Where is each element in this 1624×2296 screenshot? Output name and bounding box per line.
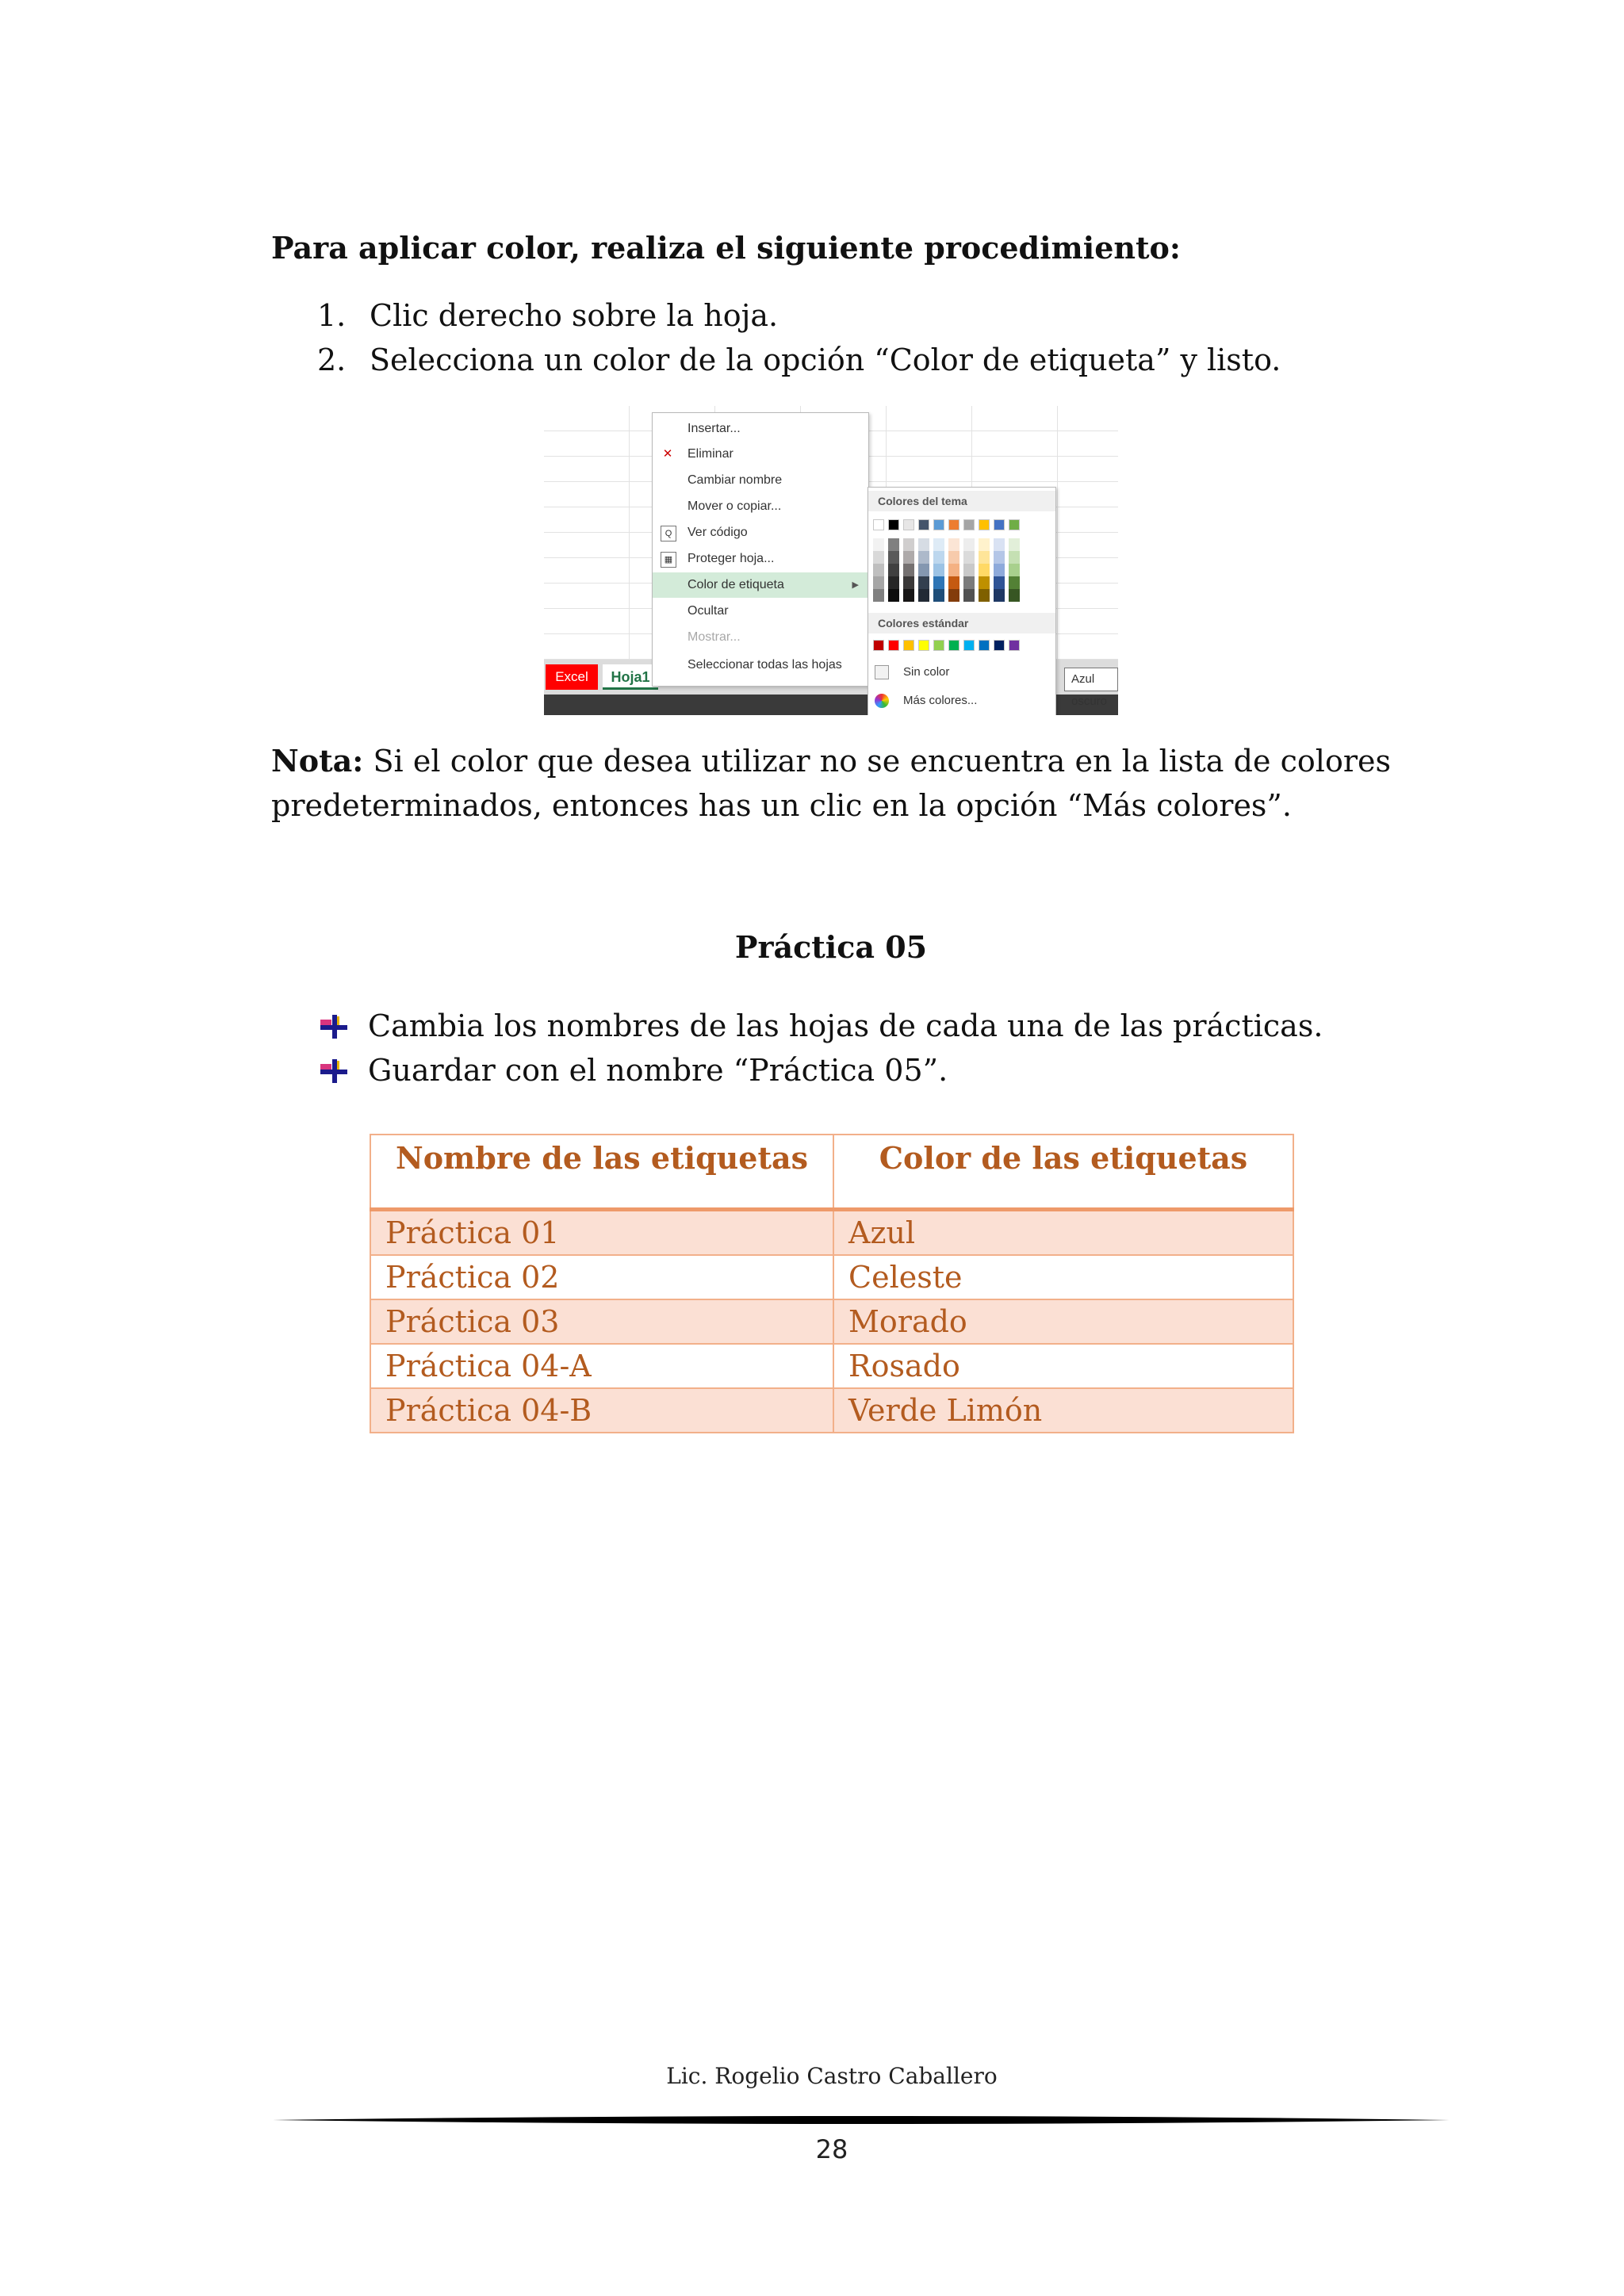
- color-swatch[interactable]: [903, 640, 914, 651]
- color-swatch[interactable]: [933, 589, 944, 602]
- color-swatch[interactable]: [979, 519, 990, 530]
- protect-sheet-icon: ▦: [661, 552, 676, 568]
- color-swatch[interactable]: [948, 551, 959, 564]
- standard-color-row: [873, 640, 1020, 651]
- color-swatch[interactable]: [948, 538, 959, 551]
- color-swatch[interactable]: [933, 576, 944, 589]
- color-swatch[interactable]: [933, 519, 944, 530]
- footer-author: Lic. Rogelio Castro Caballero: [666, 2063, 998, 2089]
- color-swatch[interactable]: [873, 589, 884, 602]
- table-header-row: [370, 1135, 1293, 1210]
- color-swatch[interactable]: [888, 576, 899, 589]
- delete-sheet-icon: ✕: [662, 447, 673, 461]
- color-tooltip: Azul oscuro: [1064, 668, 1118, 691]
- color-swatch[interactable]: [1009, 551, 1020, 564]
- color-swatch[interactable]: [979, 538, 990, 551]
- cell-name: Práctica 02: [370, 1255, 833, 1299]
- color-swatch[interactable]: [873, 519, 884, 530]
- menu-item-ver-codigo[interactable]: Q Ver código: [653, 520, 868, 545]
- menu-item-ocultar[interactable]: Ocultar: [688, 604, 729, 618]
- shade-column: [948, 538, 959, 602]
- header-tab-name: Nombre de las etiquetas: [370, 1135, 833, 1210]
- cell-color: Morado: [833, 1299, 1293, 1344]
- table-row: [370, 1255, 1293, 1299]
- cell-name: Práctica 04-A: [370, 1344, 833, 1388]
- shade-column: [979, 538, 990, 602]
- color-swatch[interactable]: [979, 551, 990, 564]
- color-swatch[interactable]: [963, 551, 975, 564]
- footer-divider: [273, 2115, 1450, 2125]
- color-swatch[interactable]: [903, 551, 914, 564]
- table-row: [370, 1299, 1293, 1344]
- no-color-icon: [875, 665, 889, 679]
- color-swatch[interactable]: [963, 589, 975, 602]
- excel-screenshot: [544, 406, 1118, 715]
- theme-color-row: [873, 519, 1020, 530]
- color-swatch[interactable]: [994, 519, 1005, 530]
- color-swatch[interactable]: [963, 640, 975, 651]
- color-swatch[interactable]: [994, 551, 1005, 564]
- color-swatch[interactable]: [918, 538, 929, 551]
- section-heading: Para aplicar color, realiza el siguiente procedimiento:: [271, 230, 1181, 266]
- practice-bullets: [317, 1004, 1323, 1093]
- menu-item-color-etiqueta[interactable]: Color de etiqueta ▶: [653, 572, 868, 598]
- color-swatch[interactable]: [888, 519, 899, 530]
- list-item: Cambia los nombres de las hojas de cada una de las prácticas.: [317, 1004, 1323, 1048]
- step-number: 1.: [317, 298, 347, 333]
- menu-item-proteger-hoja[interactable]: ▦ Proteger hoja...: [653, 546, 868, 572]
- shade-column: [918, 538, 929, 602]
- color-swatch[interactable]: [918, 564, 929, 576]
- step-number: 2.: [317, 342, 347, 377]
- steps-list: [317, 293, 1281, 382]
- color-swatch[interactable]: [888, 564, 899, 576]
- color-swatch[interactable]: [918, 519, 929, 530]
- color-swatch[interactable]: [873, 640, 884, 651]
- color-swatch[interactable]: [933, 564, 944, 576]
- color-swatch[interactable]: [903, 589, 914, 602]
- color-swatch[interactable]: [1009, 576, 1020, 589]
- color-swatch[interactable]: [979, 564, 990, 576]
- color-swatch[interactable]: [963, 519, 975, 530]
- color-swatch[interactable]: [948, 640, 959, 651]
- color-swatch[interactable]: [948, 564, 959, 576]
- color-swatch[interactable]: [1009, 564, 1020, 576]
- color-swatch[interactable]: [888, 640, 899, 651]
- cell-name: Práctica 03: [370, 1299, 833, 1344]
- menu-item-mostrar: Mostrar...: [688, 630, 741, 644]
- color-swatch[interactable]: [994, 538, 1005, 551]
- color-swatch[interactable]: [888, 551, 899, 564]
- color-swatch[interactable]: [918, 576, 929, 589]
- color-swatch[interactable]: [888, 589, 899, 602]
- sheet-tab-excel[interactable]: Excel: [546, 664, 598, 690]
- page-number: 28: [815, 2134, 848, 2164]
- color-swatch[interactable]: [903, 564, 914, 576]
- color-swatch[interactable]: [979, 576, 990, 589]
- color-swatch[interactable]: [1009, 640, 1020, 651]
- color-swatch[interactable]: [948, 519, 959, 530]
- submenu-arrow-icon: ▶: [852, 580, 859, 590]
- table-row: [370, 1344, 1293, 1388]
- cross-bullet-icon: [320, 1015, 347, 1039]
- color-swatch[interactable]: [918, 589, 929, 602]
- cell-color: Rosado: [833, 1344, 1293, 1388]
- list-item: Guardar con el nombre “Práctica 05”.: [317, 1048, 1323, 1093]
- tab-names-table: [370, 1134, 1294, 1433]
- color-swatch[interactable]: [1009, 519, 1020, 530]
- step-item: [317, 338, 1281, 382]
- context-menu: [652, 412, 869, 687]
- cell-name: Práctica 04-B: [370, 1388, 833, 1433]
- color-wheel-icon: [875, 694, 889, 708]
- color-palette-submenu: [868, 487, 1056, 715]
- shade-column: [963, 538, 975, 602]
- note-label: Nota:: [271, 743, 364, 779]
- cell-name: Práctica 01: [370, 1210, 833, 1256]
- menu-item-seleccionar-todas[interactable]: Seleccionar todas las hojas: [688, 658, 842, 672]
- shade-column: [994, 538, 1005, 602]
- color-swatch[interactable]: [873, 551, 884, 564]
- color-swatch[interactable]: [948, 576, 959, 589]
- color-swatch[interactable]: [903, 519, 914, 530]
- color-swatch[interactable]: [933, 538, 944, 551]
- color-swatch[interactable]: [948, 589, 959, 602]
- color-swatch[interactable]: [918, 640, 929, 651]
- color-swatch[interactable]: [994, 640, 1005, 651]
- color-swatch[interactable]: [979, 589, 990, 602]
- color-swatch[interactable]: [994, 576, 1005, 589]
- color-swatch[interactable]: [979, 640, 990, 651]
- cross-bullet-icon: [320, 1059, 347, 1083]
- shade-column: [888, 538, 899, 602]
- cell-color: Celeste: [833, 1255, 1293, 1299]
- step-item: [317, 293, 1281, 338]
- standard-colors-header: Colores estándar: [868, 613, 1055, 633]
- menu-item-eliminar[interactable]: ✕ Eliminar: [653, 442, 868, 467]
- table-row: [370, 1388, 1293, 1433]
- color-swatch[interactable]: [888, 538, 899, 551]
- color-swatch[interactable]: [873, 538, 884, 551]
- color-swatch[interactable]: [963, 538, 975, 551]
- step-text: Clic derecho sobre la hoja.: [370, 298, 779, 333]
- header-tab-color: Color de las etiquetas: [833, 1135, 1293, 1210]
- note-text: Si el color que desea utilizar no se encuentra en la lista de colores predeterminados, entonces has un clic en la opción “Más colores”.: [271, 744, 1391, 823]
- sheet-tab-hoja1[interactable]: Hoja1: [603, 664, 658, 690]
- color-swatch[interactable]: [994, 589, 1005, 602]
- cell-color: Azul: [833, 1210, 1293, 1256]
- menu-item-cambiar-nombre[interactable]: Cambiar nombre: [688, 473, 783, 487]
- table-row: [370, 1210, 1293, 1256]
- color-swatch[interactable]: [873, 564, 884, 576]
- color-swatch[interactable]: [963, 576, 975, 589]
- menu-item-mover-copiar[interactable]: Mover o copiar...: [688, 499, 782, 513]
- practice-title: Práctica 05: [734, 929, 928, 965]
- theme-colors-header: Colores del tema: [868, 491, 1055, 511]
- shade-column: [1009, 538, 1020, 602]
- note-paragraph: [271, 739, 1391, 828]
- shade-column: [873, 538, 884, 602]
- more-colors-option[interactable]: Más colores...: [868, 687, 1055, 714]
- shade-column: [903, 538, 914, 602]
- color-swatch[interactable]: [918, 551, 929, 564]
- color-swatch[interactable]: [963, 564, 975, 576]
- menu-item-insertar[interactable]: Insertar...: [688, 422, 741, 435]
- color-swatch[interactable]: [873, 576, 884, 589]
- color-swatch[interactable]: [1009, 538, 1020, 551]
- color-swatch[interactable]: [903, 538, 914, 551]
- view-code-icon: Q: [661, 526, 676, 541]
- color-swatch[interactable]: [933, 551, 944, 564]
- color-swatch[interactable]: [903, 576, 914, 589]
- no-color-option[interactable]: Sin color: [868, 659, 1055, 686]
- color-swatch[interactable]: [933, 640, 944, 651]
- cell-color: Verde Limón: [833, 1388, 1293, 1433]
- color-swatch[interactable]: [994, 564, 1005, 576]
- step-text: Selecciona un color de la opción “Color de etiqueta” y listo.: [370, 342, 1281, 377]
- color-swatch[interactable]: [1009, 589, 1020, 602]
- shade-column: [933, 538, 944, 602]
